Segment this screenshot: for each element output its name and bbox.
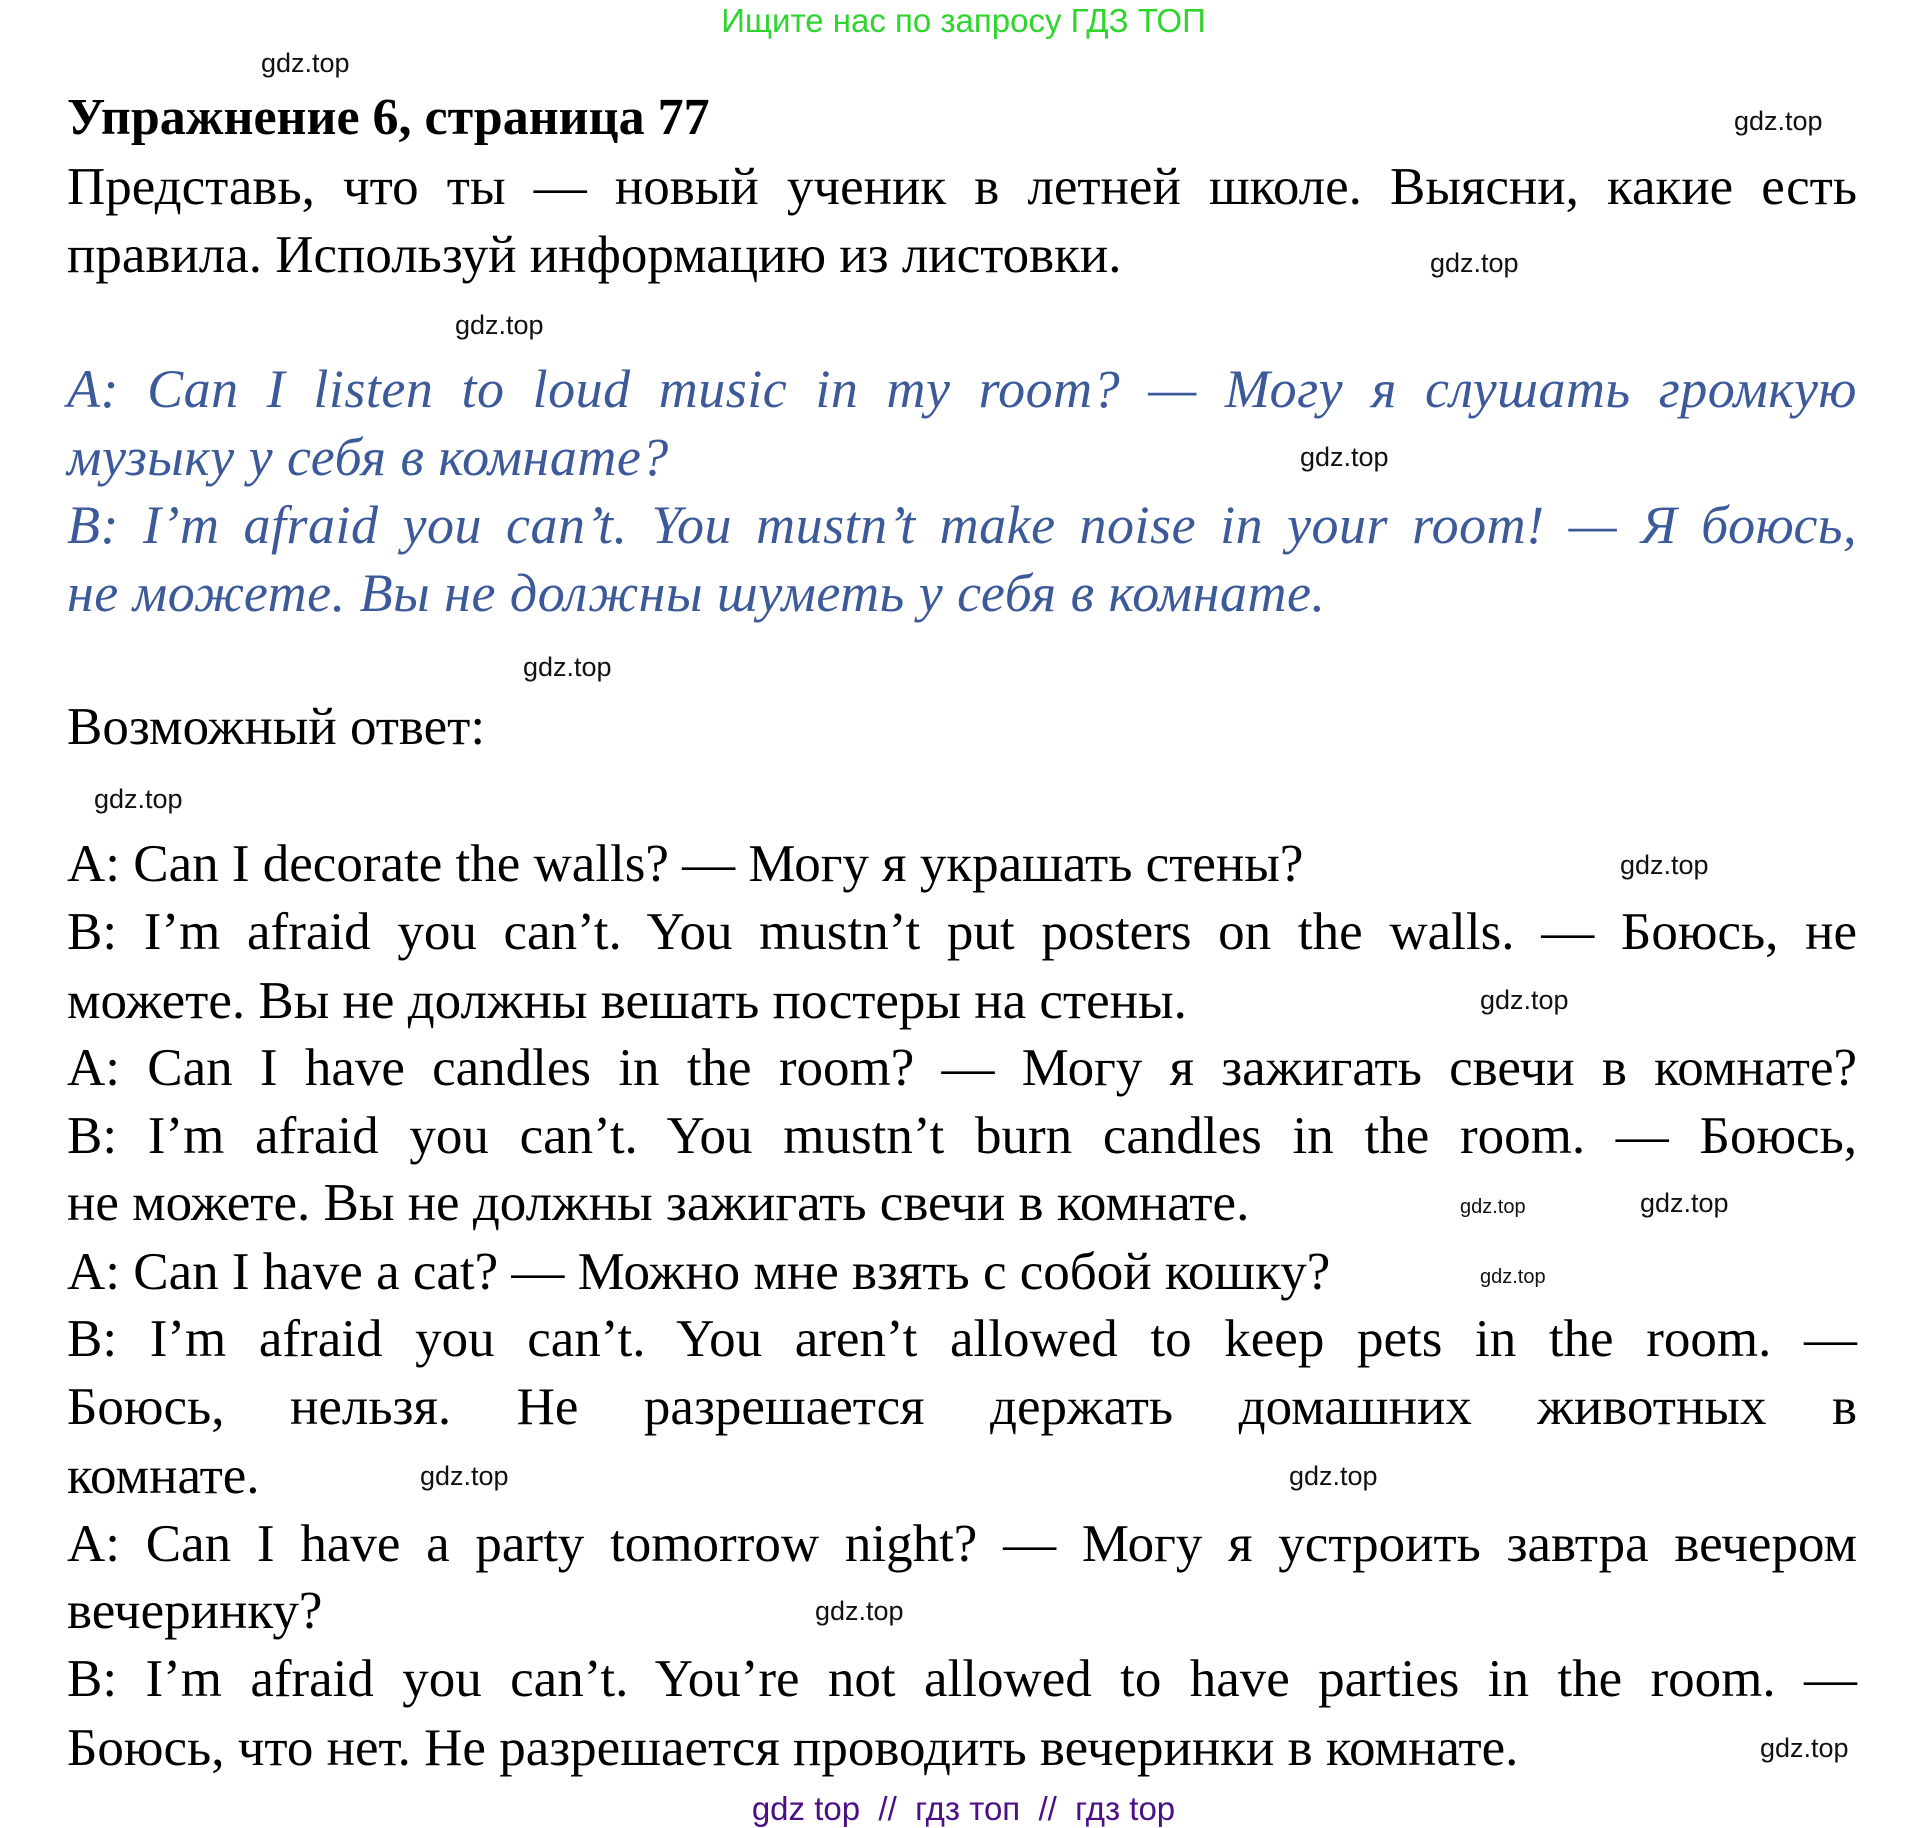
watermark: gdz.top — [1734, 106, 1823, 136]
answer-label: Возможный ответ: — [67, 698, 486, 756]
answer-line: вечеринку? — [67, 1582, 323, 1640]
example-line: A: Can I listen to loud music in my room? — Могу я слушать громкую — [67, 359, 1857, 419]
watermark: gdz.top — [1620, 850, 1709, 880]
answer-line: A: Can I decorate the walls? — Могу я украшать стены? — [67, 835, 1304, 893]
answer-line: можете. Вы не должны вешать постеры на стены. — [67, 972, 1187, 1030]
answer-line: B: I’m afraid you can’t. You mustn’t put posters on the walls. — Боюсь, не — [67, 903, 1857, 961]
answer-line: A: Can I have candles in the room? — Могу я зажигать свечи в комнате? — [67, 1039, 1857, 1097]
answer-line: не можете. Вы не должны зажигать свечи в комнате. — [67, 1174, 1250, 1232]
answer-line: B: I’m afraid you can’t. You aren’t allowed to keep pets in the room. — — [67, 1310, 1857, 1368]
footer-watermark: gdz top // гдз топ // гдз top — [751, 1790, 1176, 1827]
watermark: gdz.top — [1480, 985, 1569, 1015]
watermark: gdz.top — [420, 1461, 509, 1491]
answer-line: комнате. — [67, 1447, 260, 1505]
example-line: не можете. Вы не должны шуметь у себя в комнате. — [67, 563, 1326, 623]
watermark: gdz.top — [1640, 1188, 1729, 1218]
exercise-title: Упражнение 6, страница 77 — [67, 89, 710, 146]
answer-line: A: Can I have a cat? — Можно мне взять с собой кошку? — [67, 1243, 1331, 1301]
watermark: gdz.top — [1460, 1196, 1526, 1218]
watermark: gdz.top — [455, 310, 544, 340]
search-banner: Ищите нас по запросу ГДЗ ТОП — [721, 2, 1206, 39]
answer-line: Боюсь, что нет. Не разрешается проводить вечеринки в комнате. — [67, 1719, 1519, 1777]
watermark: gdz.top — [1760, 1733, 1849, 1763]
answer-line: B: I’m afraid you can’t. You mustn’t burn candles in the room. — Боюсь, — [67, 1107, 1857, 1165]
task-line: Представь, что ты — новый ученик в летней школе. Выясни, какие есть — [67, 158, 1857, 216]
watermark: gdz.top — [1430, 248, 1519, 278]
answer-line: B: I’m afraid you can’t. You’re not allowed to have parties in the room. — — [67, 1650, 1857, 1708]
task-line: правила. Используй информацию из листовки. — [67, 226, 1122, 284]
watermark: gdz.top — [261, 48, 350, 78]
watermark: gdz.top — [1300, 442, 1389, 472]
example-line: музыку у себя в комнате? — [67, 427, 669, 487]
example-line: B: I’m afraid you can’t. You mustn’t make noise in your room! — Я боюсь, — [67, 495, 1857, 555]
answer-line: A: Can I have a party tomorrow night? — Могу я устроить завтра вечером — [67, 1515, 1857, 1573]
watermark: gdz.top — [1289, 1461, 1378, 1491]
watermark: gdz.top — [523, 652, 612, 682]
watermark: gdz.top — [1480, 1266, 1546, 1288]
watermark: gdz.top — [94, 784, 183, 814]
watermark: gdz.top — [815, 1596, 904, 1626]
answer-line: Боюсь, нельзя. Не разрешается держать домашних животных в — [67, 1378, 1857, 1436]
